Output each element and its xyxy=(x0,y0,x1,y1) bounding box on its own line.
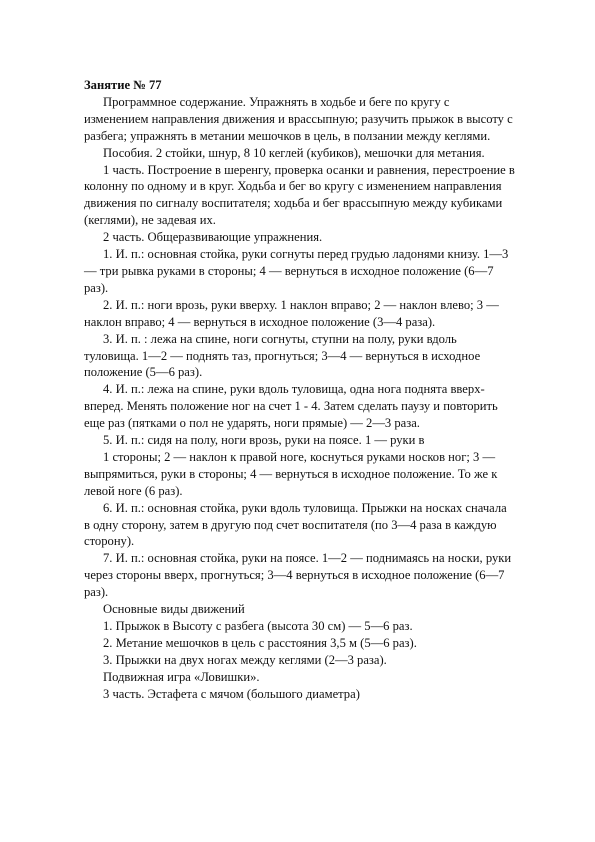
exercise-3-line: положение (5—6 раз). xyxy=(84,365,203,380)
paragraph-program-line: Программное содержание. Упражнять в ходьбе и беге по кругу с xyxy=(103,94,450,109)
paragraph-part1-line: колонну по одному и в круг. Ходьба и бег во кругу с изменением направления xyxy=(84,179,502,194)
exercise-6-line: в одну сторону, затем в другую под счет воспитателя (по 3—4 раза в каждую xyxy=(84,517,497,532)
main-movement-item: 2. Метание мешочков в цель с расстояния 3,5 м (5—6 раз). xyxy=(103,635,417,650)
exercise-2-line: наклон вправо; 4 — вернуться в исходное положение (3—4 раза). xyxy=(84,314,436,329)
lesson-title: Занятие № 77 xyxy=(84,78,162,92)
paragraph-part1-line: движения по сигналу воспитателя; ходьба и бег врассыпную между кубиками xyxy=(84,196,503,211)
exercise-1-line: — три рывка руками в стороны; 4 — вернуться в исходное положение (6—7 xyxy=(84,263,494,278)
exercise-5-line: 5. И. п.: сидя на полу, ноги врозь, руки на поясе. 1 — руки в xyxy=(103,433,425,448)
exercise-3-line: 3. И. п. : лежа на спине, ноги согнуты, ступни на полу, руки вдоль xyxy=(103,331,457,346)
paragraph-part2-heading: 2 часть. Общеразвивающие упражнения. xyxy=(103,230,323,245)
part3-line: 3 часть. Эстафета с мячом (большого диаметра) xyxy=(103,686,360,701)
paragraph-part1-line: (кеглями), не задевая их. xyxy=(84,213,216,228)
exercise-1-line: 1. И. п.: основная стойка, руки согнуты перед грудью ладонями книзу. 1—3 xyxy=(103,247,509,262)
exercise-6-line: сторону). xyxy=(84,534,135,549)
exercise-5-line: 1 стороны; 2 — наклон к правой ноге, коснуться руками носков ног; 3 — xyxy=(103,449,496,464)
exercise-7-line: 7. И. п.: основная стойка, руки на поясе. 1—2 — поднимаясь на носки, руки xyxy=(103,551,512,566)
exercise-7-line: раз). xyxy=(84,585,109,600)
exercise-4-line: 4. И. п.: лежа на спине, руки вдоль туловища, одна нога поднята вверх- xyxy=(103,382,485,397)
exercise-4-line: еще раз (пятками о пол не ударять, ноги прямые) — 2—3 раза. xyxy=(84,416,420,431)
paragraph-materials-line: Пособия. 2 стойки, шнур, 8 10 кеглей (кубиков), мешочки для метания. xyxy=(103,145,485,160)
exercise-3-line: туловища. 1—2 — поднять таз, прогнуться; 3—4 — вернуться в исходное xyxy=(84,348,481,363)
game-line: Подвижная игра «Ловишки». xyxy=(103,669,260,684)
paragraph-program-line: разбега; упражнять в метании мешочков в цель, в ползании между кеглями. xyxy=(84,128,491,143)
exercise-6-line: 6. И. п.: основная стойка, руки вдоль туловища. Прыжки на носках сначала xyxy=(103,500,507,515)
main-movement-item: 3. Прыжки на двух ногах между кеглями (2—3 раза). xyxy=(103,652,387,667)
exercise-5-line: левой ноге (6 раз). xyxy=(84,483,183,498)
main-movement-item: 1. Прыжок в Высоту с разбега (высота 30 см) — 5—6 раз. xyxy=(103,619,413,633)
exercise-7-line: через стороны вверх, прогнуться; 3—4 вернуться в исходное положение (6—7 xyxy=(84,568,505,583)
exercise-2-line: 2. И. п.: ноги врозь, руки вверху. 1 наклон вправо; 2 — наклон влево; 3 — xyxy=(103,297,499,312)
exercise-1-line: раз). xyxy=(84,280,109,295)
paragraph-part1-line: 1 часть. Построение в шеренгу, проверка осанки и равнения, перестроение в xyxy=(103,162,515,177)
exercise-4-line: вперед. Менять положение ног на счет 1 - 4. Затем сделать паузу и повторить xyxy=(84,399,498,414)
exercise-5-line: выпрямиться, руки в стороны; 4 — вернуться в исходное положение. То же к xyxy=(84,466,498,481)
paragraph-program-line: изменением направления движения и врассыпную; разучить прыжок в высоту с xyxy=(84,111,513,126)
document-body xyxy=(84,77,544,703)
main-movements-heading: Основные виды движений xyxy=(103,602,245,617)
